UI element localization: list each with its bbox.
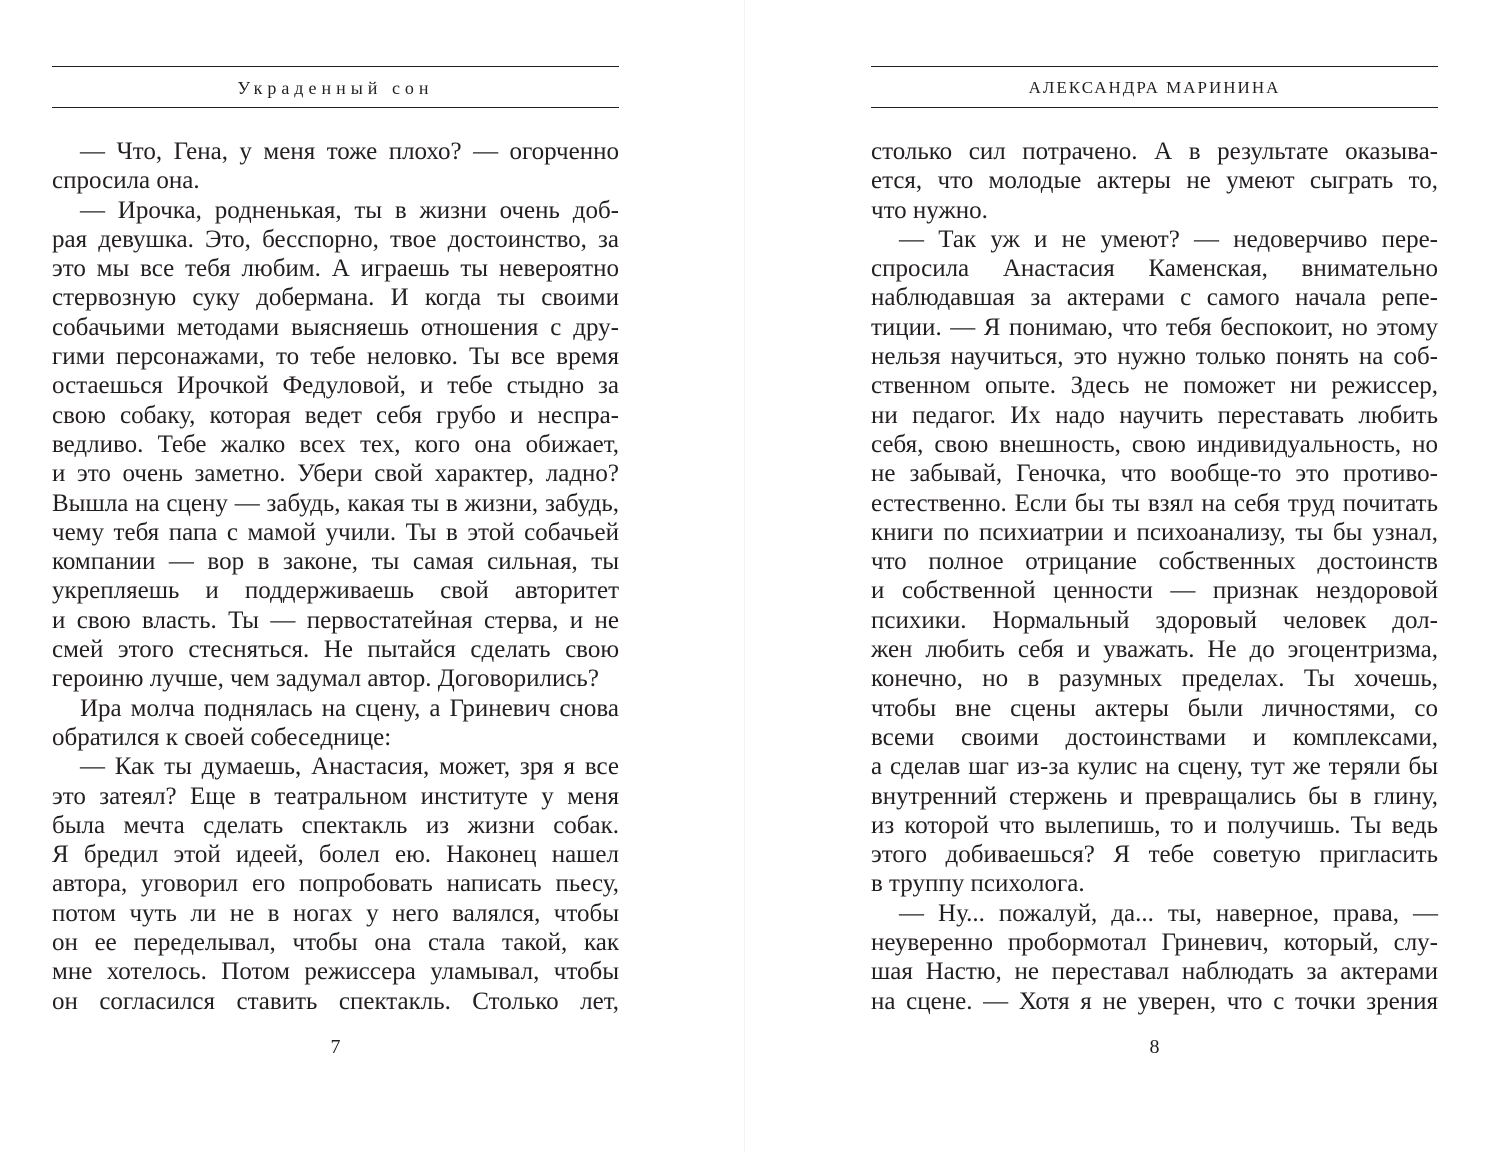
text-line: смей этого стесняться. Не пытайся сделать свою: [52, 636, 619, 664]
text-line: Вышла на сцену — забудь, какая ты в жизни, забудь,: [52, 489, 619, 517]
text-line: себя, свою внешность, свою индивидуальность, но: [871, 430, 1438, 458]
text-line: спросила она.: [52, 167, 200, 195]
text-line: нельзя научиться, это нужно только понять на соб-: [871, 343, 1438, 371]
text-line: остаешься Ирочкой Федуловой, и тебе стыдно за: [52, 372, 619, 400]
text-line: — Что, Гена, у меня тоже плохо? — огорченно: [80, 138, 619, 165]
text-line: он согласился ставить спектакль. Столько лет,: [52, 987, 619, 1015]
page-gutter: [744, 0, 745, 1152]
text-line: это затеял? Еще в театральном институте у меня: [52, 782, 619, 810]
text-line: укрепляешь и поддерживаешь свой авторитет: [52, 577, 619, 605]
text-line: ственном опыте. Здесь не поможет ни режиссер,: [871, 372, 1438, 400]
text-line: обратился к своей собеседнице:: [52, 723, 392, 751]
text-line: чтобы вне сцены актеры были личностями, со: [871, 694, 1438, 722]
left-page-body-text: [52, 137, 619, 1016]
text-line: из которой что вылепишь, то и получишь. Ты ведь: [871, 811, 1438, 839]
text-line: чему тебя папа с мамой учили. Ты в этой собачьей: [52, 518, 619, 546]
text-line: всеми своими достоинствами и комплексами,: [871, 723, 1438, 751]
text-line: неуверенно пробормотал Гриневич, который, слу-: [871, 929, 1438, 957]
text-line: и свою власть. Ты — первостатейная стерва, и не: [52, 606, 619, 634]
text-line: шая Настю, не переставал наблюдать за актерами: [871, 958, 1438, 986]
text-line: Я бредил этой идеей, болел ею. Наконец нашел: [52, 841, 619, 869]
text-line: столько сил потрачено. А в результате оказыва-: [871, 138, 1438, 165]
text-line: внутренний стержень и превращались бы в глину,: [871, 782, 1438, 810]
text-line: ведливо. Тебе жалко всех тех, кого она обижает,: [52, 430, 619, 458]
running-head-book-title: Украденный сон: [52, 66, 619, 108]
text-line: стервозную суку добермана. И когда ты своими: [52, 284, 619, 312]
text-line: естественно. Если бы ты взял на себя труд почитать: [871, 489, 1438, 517]
text-line: была мечта сделать спектакль из жизни собак.: [52, 811, 619, 839]
text-line: конечно, но в разумных пределах. Ты хочешь,: [871, 665, 1438, 693]
text-line: компании — вор в законе, ты самая сильная, ты: [52, 548, 619, 576]
text-line: он ее переделывал, чтобы она стала такой, как: [52, 929, 619, 957]
running-head-author: АЛЕКСАНДРА МАРИНИНА: [871, 66, 1438, 108]
text-line: свою собаку, которая ведет себя грубо и неспра-: [52, 401, 619, 429]
text-line: — Ну... пожалуй, да... ты, наверное, права, —: [899, 899, 1438, 927]
right-page-number: 8: [1149, 1036, 1160, 1058]
text-line: автора, уговорил его попробовать написать пьесу,: [52, 870, 619, 898]
text-line: потом чуть ли не в ногах у него валялся, чтобы: [52, 899, 619, 927]
text-line: психики. Нормальный здоровый человек дол-: [871, 606, 1438, 634]
text-line: героиню лучше, чем задумал автор. Договорились?: [52, 665, 599, 693]
text-line: собачьими методами выясняешь отношения с дру-: [52, 313, 619, 341]
text-line: а сделав шаг из-за кулис на сцену, тут же теряли бы: [871, 753, 1438, 781]
text-line: — Как ты думаешь, Анастасия, может, зря я все: [80, 753, 619, 781]
text-line: — Ирочка, родненькая, ты в жизни очень доб-: [80, 196, 619, 224]
text-line: Ира молча поднялась на сцену, а Гриневич снова: [80, 694, 619, 722]
text-line: не забывай, Геночка, что вообще-то это противо-: [871, 460, 1438, 488]
right-page: [871, 0, 1438, 1152]
text-line: ни педагог. Их надо научить переставать любить: [871, 401, 1438, 429]
text-line: мне хотелось. Потом режиссера уламывал, чтобы: [52, 958, 619, 986]
text-line: и это очень заметно. Убери свой характер, ладно?: [52, 460, 619, 488]
left-page: [52, 0, 619, 1152]
text-line: — Так уж и не умеют? — недоверчиво пере-: [899, 225, 1438, 253]
text-line: ется, что молодые актеры не умеют сыграть то,: [871, 167, 1438, 195]
text-line: гими персонажами, то тебе неловко. Ты все время: [52, 343, 619, 371]
text-line: и собственной ценности — признак нездоровой: [871, 577, 1438, 605]
text-line: спросила Анастасия Каменская, внимательно: [871, 255, 1438, 283]
text-line: тиции. — Я понимаю, что тебя беспокоит, но этому: [871, 313, 1438, 341]
text-line: что полное отрицание собственных достоинств: [871, 548, 1438, 576]
text-line: этого добиваешься? Я тебе советую пригласить: [871, 841, 1438, 869]
left-page-number: 7: [330, 1036, 341, 1058]
text-line: жен любить себя и уважать. Не до эгоцентризма,: [871, 636, 1438, 664]
text-line: наблюдавшая за актерами с самого начала репе-: [871, 284, 1438, 312]
right-page-body-text: [871, 137, 1438, 1016]
text-line: на сцене. — Хотя я не уверен, что с точки зрения: [871, 987, 1438, 1015]
text-line: книги по психиатрии и психоанализу, ты бы узнал,: [871, 518, 1438, 546]
text-line: это мы все тебя любим. А играешь ты невероятно: [52, 255, 619, 283]
text-line: в труппу психолога.: [871, 870, 1085, 898]
text-line: что нужно.: [871, 196, 988, 224]
text-line: рая девушка. Это, бесспорно, твое достоинство, за: [52, 225, 619, 253]
